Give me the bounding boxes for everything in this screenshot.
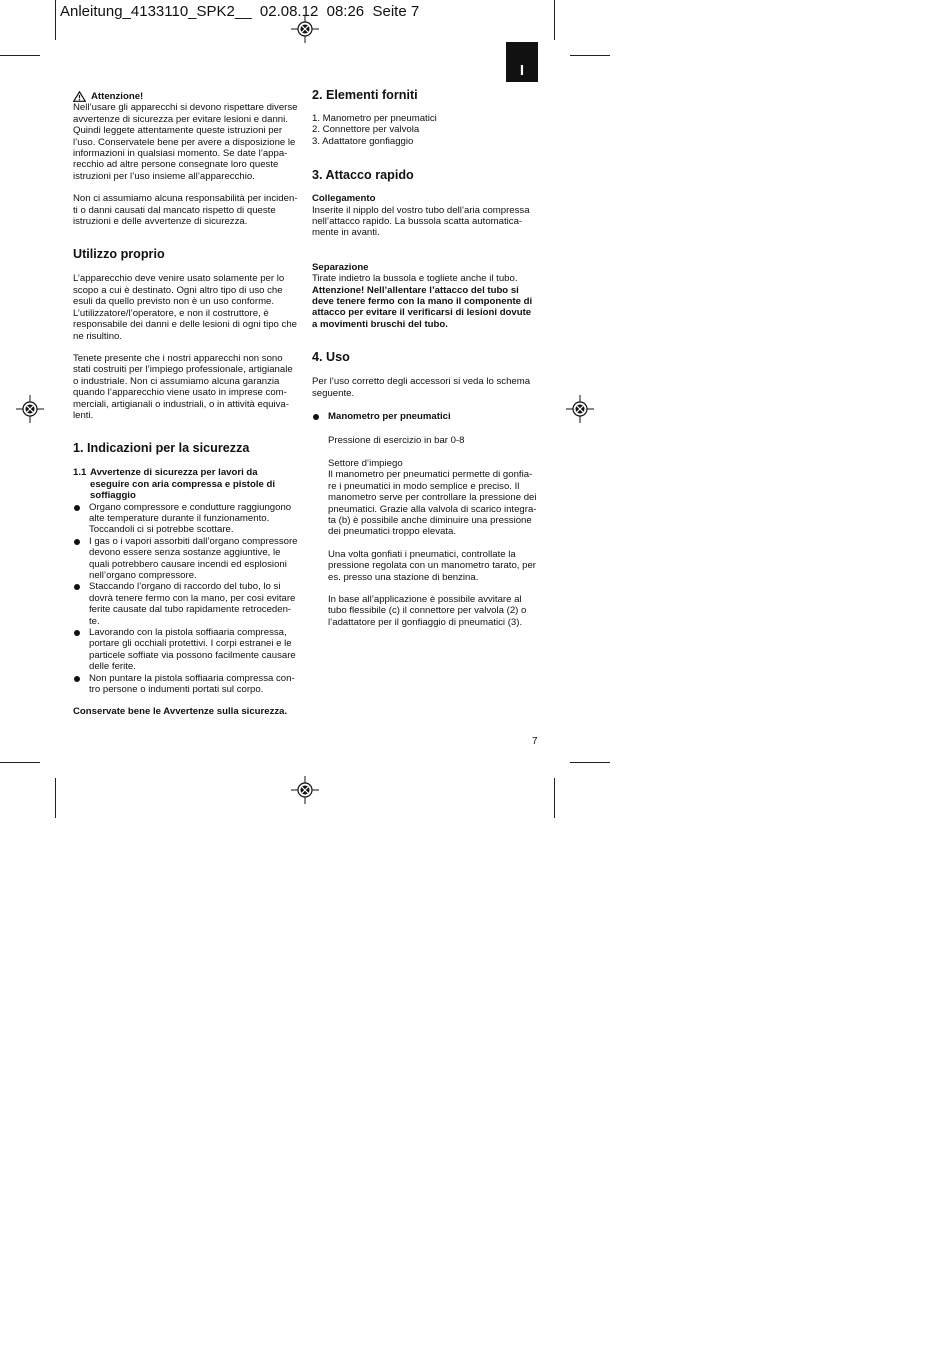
connect-title: Collegamento <box>312 193 376 205</box>
attach-text: In base all’applicazione è possibile avvitare al tubo flessibile (c) il connettore per valvola (2) o l’adattatore per il gonfiaggio di pneumatici (3). <box>328 593 527 628</box>
check-text: Una volta gonfiati i pneumatici, controllate la pressione regolata con un manometro tarato, per es. presso una stazione di benzina. <box>328 548 536 583</box>
section-heading-quick-connect: 3. Attacco rapido <box>312 168 414 183</box>
intended-use-text: L’apparecchio deve venire usato solamente per lo scopo a cui è destinato. Ogni altro tipo di uso che esuli da quello previsto non è un uso conforme. L’utilizzatore/l’operatore, e non il costruttore, è responsabile dei danni e delle lesioni di ogni tipo che ne risultino. <box>73 273 298 342</box>
use-text: Per l’uso corretto degli accessori si veda lo schema seguente. <box>312 376 531 399</box>
separate-title: Separazione <box>312 261 369 273</box>
registration-mark-icon <box>16 395 44 423</box>
print-header: Anleitung_4133110_SPK2__ 02.08.12 08:26 Seite 7 <box>60 3 420 20</box>
list-item: Lavorando con la pistola soffiaaria compressa, portare gli occhiali protettivi. I corpi estranei e le particele soffiate via possono facilmente causare delle ferite. <box>73 627 305 673</box>
connect-text: Inserite il nipplo del vostro tubo dell’aria compressa nell’attacco rapido. La bussola scatta automatica- mente in avanti. <box>312 204 530 239</box>
page-number: 7 <box>532 736 538 747</box>
section-heading-safety: 1. Indicazioni per la sicurezza <box>73 441 250 456</box>
pressure-line: Pressione di esercizio in bar 0-8 <box>328 434 465 446</box>
liability-text: Non ci assumiamo alcuna responsabilità per inciden- ti o danni causati dal mancato rispetto di queste istruzioni e delle avvertenze di sicurezza. <box>73 193 298 228</box>
warning-title: Attenzione! <box>91 91 144 102</box>
registration-mark-icon <box>291 15 319 43</box>
crop-mark <box>554 0 555 40</box>
section-heading-use: 4. Uso <box>312 350 350 365</box>
crop-mark <box>570 55 610 56</box>
separate-warning: Attenzione! Nell’allentare l’attacco del tubo si deve tenere fermo con la mano il componente di attacco per evitare il verificarsi di lesioni dovute a movimenti bruschi del tubo. <box>312 284 533 330</box>
crop-mark <box>554 778 555 818</box>
section-heading-intended-use: Utilizzo proprio <box>73 247 165 262</box>
registration-mark-icon <box>291 776 319 804</box>
crop-mark <box>0 55 40 56</box>
professional-use-text: Tenete presente che i nostri apparecchi non sono stati costruiti per l’impiego professionale, artigianale o industriale. Non ci assumiamo alcuna garanzia quando l’apparecchio viene usato in imprese com- merciali, artigianali o industriali, o in attività equiva- lenti. <box>73 352 293 421</box>
right-column <box>312 88 544 628</box>
safety-subheading: 1.1 Avvertenze di sicurezza per lavori da eseguire con aria compressa e pistole di soffiaggio <box>73 467 276 502</box>
warning-text: Nell’usare gli apparecchi si devono rispettare diverse avvertenze di sicurezza per evitare lesioni e danni. Quindi leggete attentamente queste istruzioni per l’uso. Conservatele bene per avere a disposizione le informazioni in qualsiasi momento. Se date l’appa- recchio ad altre persone consegnate loro queste istruzioni per l’uso insieme all’apparecchio. <box>73 102 298 182</box>
registration-mark-icon <box>566 395 594 423</box>
crop-mark <box>0 762 40 763</box>
warning-heading <box>73 91 305 102</box>
safety-keep-note: Conservate bene le Avvertenze sulla sicurezza. <box>73 706 288 718</box>
separate-text: Tirate indietro la bussola e togliete anche il tubo. <box>312 273 518 285</box>
crop-mark <box>570 762 610 763</box>
list-item: Staccando l’organo di raccordo del tubo, lo si dovrà tenere fermo con la mano, per cosi evitare ferite causate dal tubo rapidamente retroceden- te. <box>73 581 305 627</box>
list-item: Non puntare la pistola soffiaaria compressa con- tro persone o indumenti portati sul corpo. <box>73 673 305 696</box>
warning-triangle-icon <box>73 91 86 102</box>
left-column <box>73 91 305 718</box>
items-list: 1. Manometro per pneumatici 2. Connettore per valvola 3. Adattatore gonfiaggio <box>312 113 437 147</box>
crop-mark <box>55 778 56 818</box>
gauge-title: Manometro per pneumatici <box>312 411 544 422</box>
sector-text: Settore d’impiego Il manometro per pneumatici permette di gonfia- re i pneumatici in modo semplice e preciso. Il manometro serve per controllare la pressione dei pneumatici. Grazie alla valvola di scarico integra- ta (b) è possibile anche diminuire una pressione dei pneumatici troppo elevata. <box>328 457 537 538</box>
language-tab: I <box>506 42 538 82</box>
crop-mark <box>55 0 56 40</box>
list-item: Organo compressore e condutture raggiungono alte temperature durante il funzionamento. Toccandoli ci si potrebbe scottare. <box>73 502 305 536</box>
section-heading-items: 2. Elementi forniti <box>312 88 418 102</box>
list-item: I gas o i vapori assorbiti dall’organo compressore devono essere senza sostanze aggiuntive, le quali potrebbero causare incendi ed esplosioni nell’organo compressore. <box>73 536 305 582</box>
